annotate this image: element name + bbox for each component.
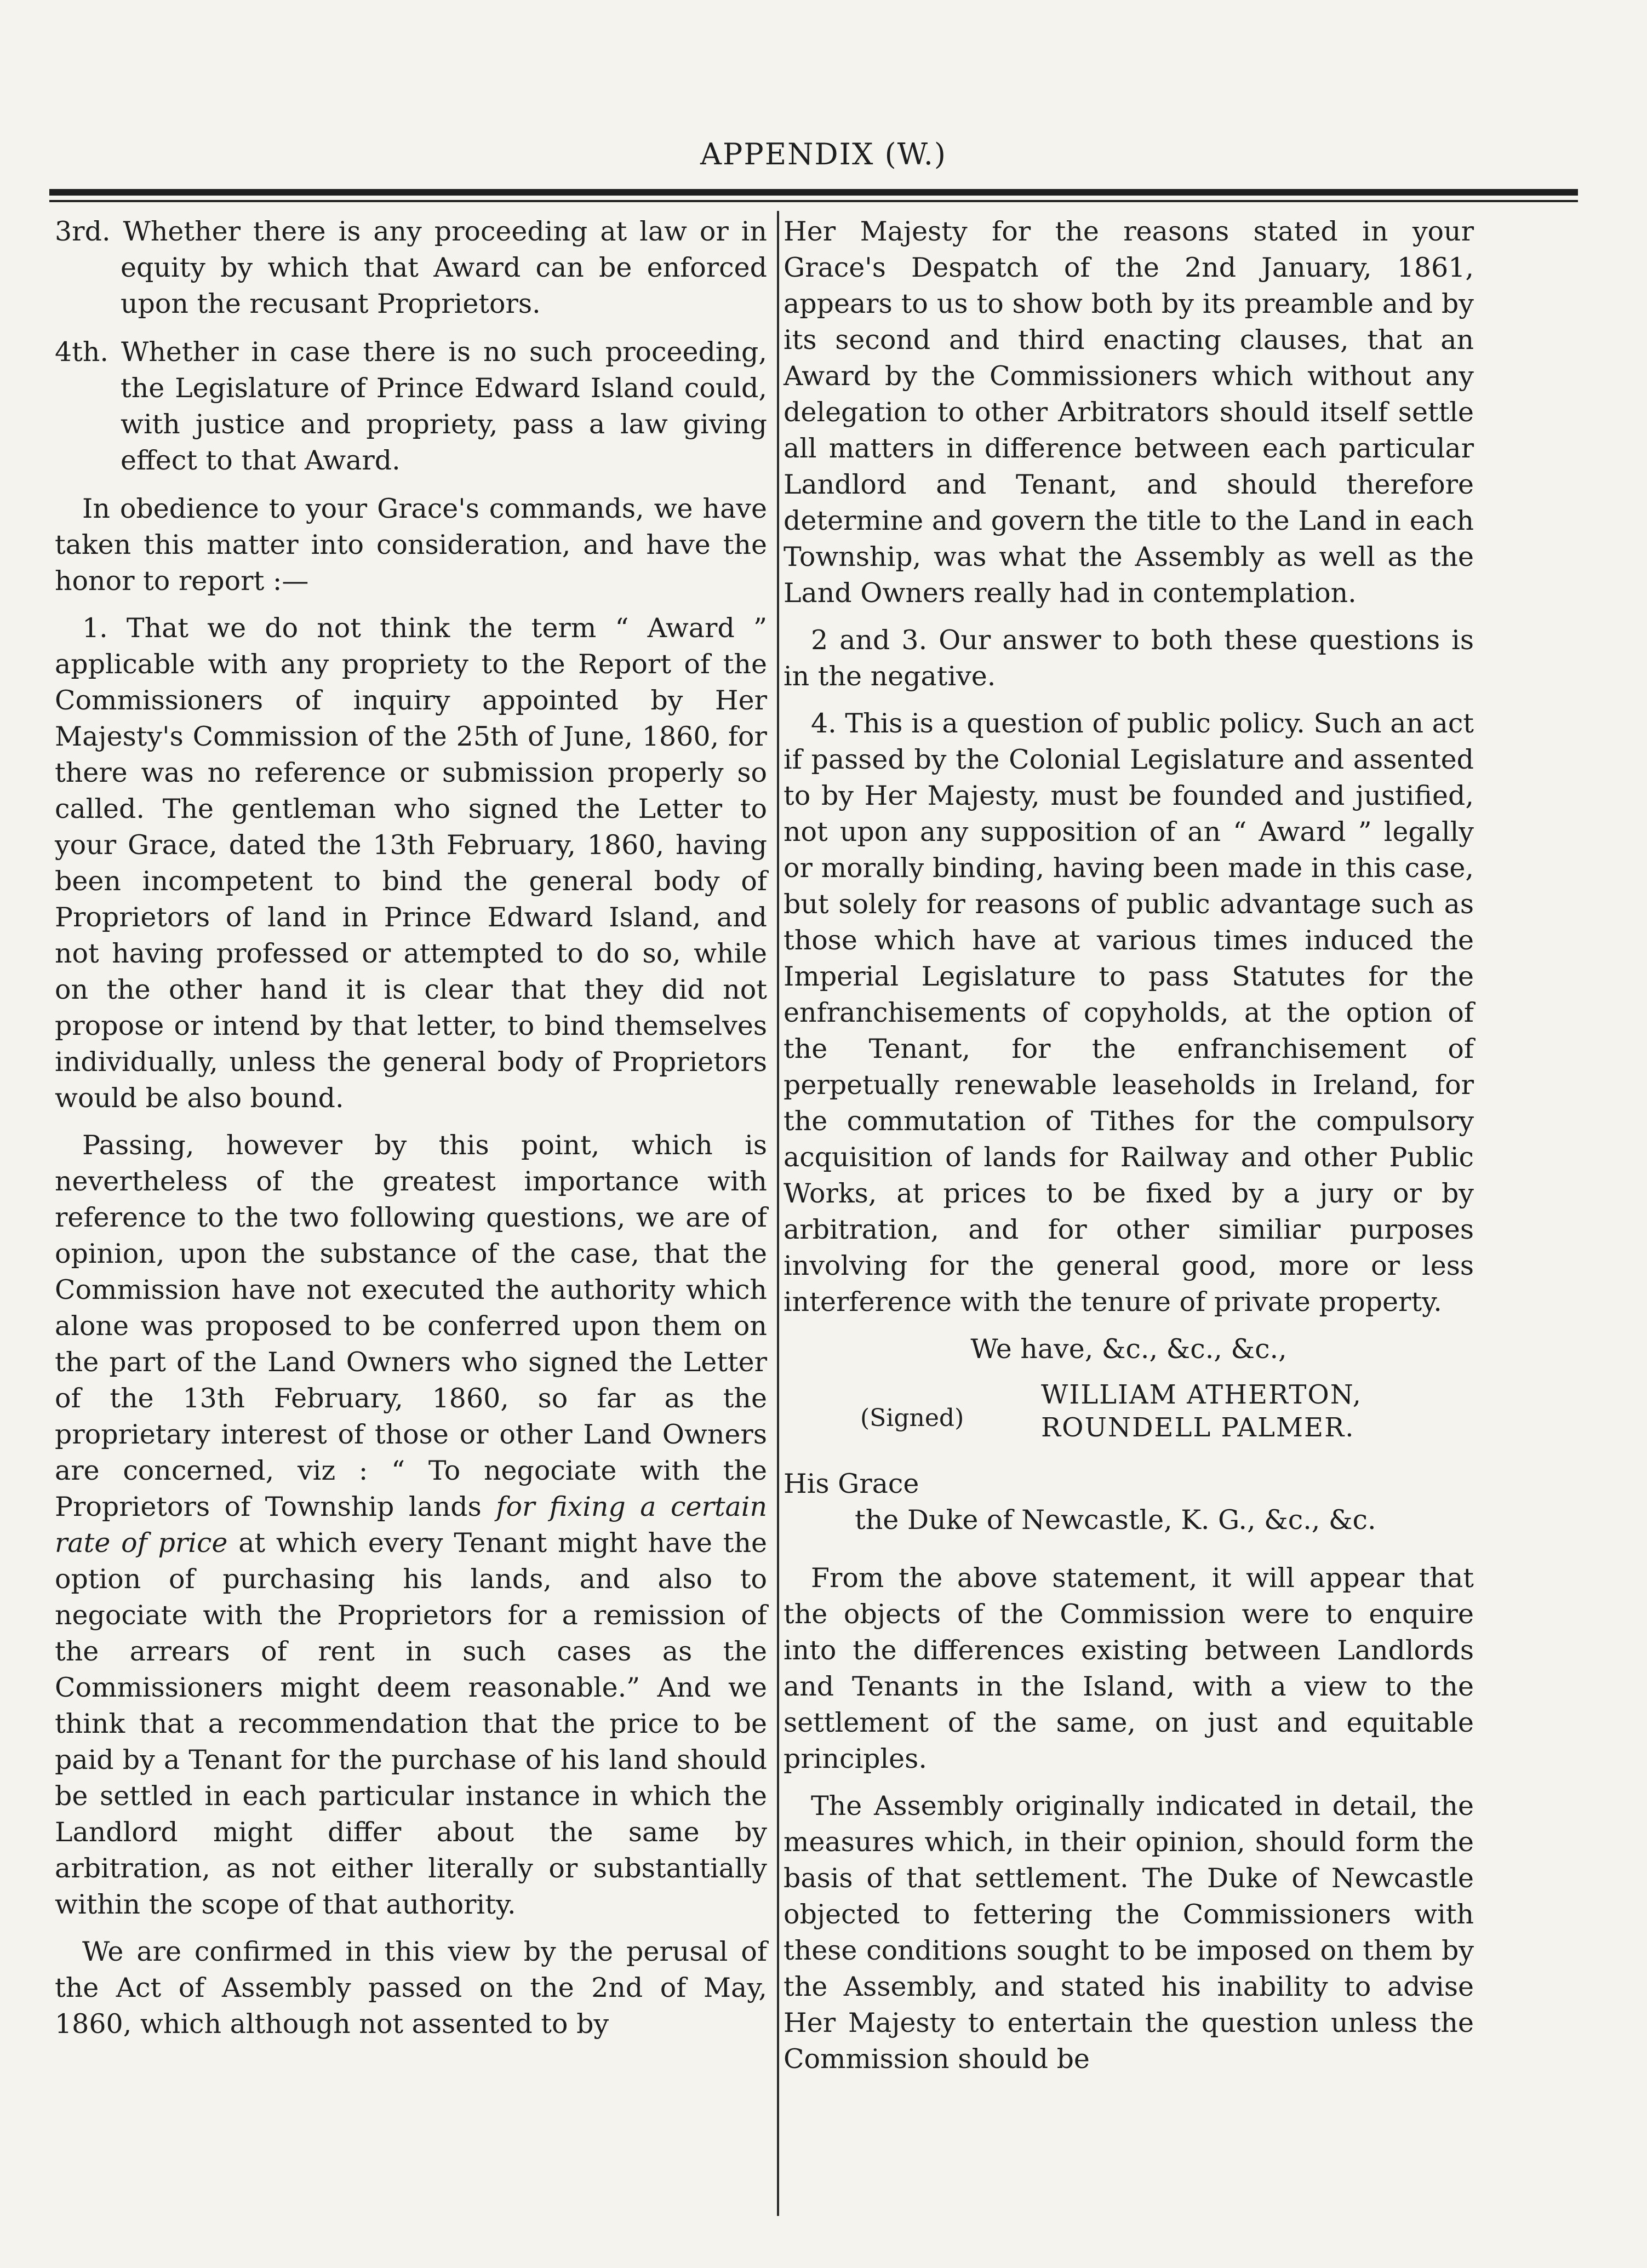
right-column (784, 214, 1474, 2088)
paragraph-confirmed: We are confirmed in this view by the perusal of the Act of Assembly passed on the 2nd of May, 1860, which although not assented to by (55, 1936, 767, 2040)
signer-names (1041, 1378, 1362, 1444)
header-rule-thin (49, 200, 1578, 202)
signer-palmer: ROUNDELL PALMER. (1041, 1412, 1355, 1443)
paragraph-passing (55, 1127, 767, 1923)
paragraph-her-majesty: Her Majesty for the reasons stated in your Grace's Despatch of the 2nd January, 1861, appears to us to show both by its preamble and by its second and third enacting clauses, that an Award by the Commissioners which without any delegation to other Arbitrators should itself settle all matters in difference between each particular Landlord and Tenant, and should therefore determine and govern the title to the Land in each Township, was what the Assembly as well as the Land Owners really had in contemplation. (784, 216, 1474, 609)
signer-atherton: WILLIAM ATHERTON, (1041, 1379, 1362, 1410)
paragraph-obedience: In obedience to your Grace's commands, we have taken this matter into consideration, and have the honor to report :— (55, 493, 767, 597)
addressee (784, 1466, 1474, 1538)
signature-block (784, 1378, 1474, 1455)
question-4: 4th. Whether in case there is no such proceeding, the Legislature of Prince Edward Island could, with justice and propriety, pass a law giving effect to that Award. (55, 336, 767, 476)
column-divider (777, 211, 779, 2216)
left-column (55, 214, 767, 2053)
paragraph-assembly: The Assembly originally indicated in detail, the measures which, in their opinion, should form the basis of that settlement. The Duke of Newcastle objected to fettering the Commissioners with these conditions sought to be imposed on them by the Assembly, and stated his inability to advise Her Majesty to entertain the question unless the Commission should be (784, 1790, 1474, 2075)
paragraph-answer-4: 4. This is a question of public policy. Such an act if passed by the Colonial Legislature and assented to by Her Majesty, must be founded and justified, not upon any supposition of an “ Award ” legally or morally binding, having been made in this case, but solely for reasons of public advantage such as those which have at various times induced the Imperial Legislature to pass Statutes for the enfranchisements of copyholds, at the option of the Tenant, for the enfranchisement of perpetually renewable leaseholds in Ireland, for the commutation of Tithes for the compulsory acquisition of lands for Railway and other Public Works, at prices to be fixed by a jury or by arbitration, and for other similiar purposes involving for the general good, more or less interference with the tenure of private property. (784, 708, 1474, 1318)
paragraph-above-statement: From the above statement, it will appear that the objects of the Commission were to enquire into the differences existing between Landlords and Tenants in the Island, with a view to the settlement of the same, on just and equitable principles. (784, 1562, 1474, 1774)
paragraph-passing-text-a: Passing, however by this point, which is nevertheless of the greatest importance with reference to the two following questions, we are of opinion, upon the substance of the case, that the Commission have not executed the authority which alone was proposed to be conferred upon them on the part of the Land Owners who signed the Letter of the 13th February, 1860, so far as the proprietary interest of those or other Land Owners are concerned, viz : “ To negociate with the Proprietors of Township lands (55, 1130, 767, 1522)
paragraph-passing-text-b: at which every Tenant might have the option of purchasing his lands, and also to negociate with the Proprietors for a remission of the arrears of rent in such cases as the Commissioners might deem reasonable.” And we think that a recommendation that the price to be paid by a Tenant for the purchase of his land should be settled in each particular instance in which the Landlord might differ about the same by arbitration, as not either literally or substantially within the scope of that authority. (55, 1527, 768, 1920)
paragraph-answer-2-3: 2 and 3. Our answer to both these questions is in the negative. (784, 625, 1474, 692)
addressee-line-2: the Duke of Newcastle, K. G., &c., &c. (855, 1504, 1376, 1536)
paragraph-passing-italic: for fixing a certain rate of price (55, 1491, 767, 1559)
addressee-line-1: His Grace (784, 1468, 919, 1499)
header-rule-thick (49, 189, 1578, 196)
page-header-title: APPENDIX (W.) (700, 137, 947, 171)
signed-label: (Signed) (860, 1404, 964, 1432)
paragraph-answer-1: 1. That we do not think the term “ Award ” applicable with any propriety to the Report of the Commissioners of inquiry appointed by Her Majesty's Commission of the 25th of June, 1860, for there was no reference or submission properly so called. The gentleman who signed the Letter to your Grace, dated the 13th February, 1860, having been incompetent to bind the general body of Proprietors of land in Prince Edward Island, and not having professed or attempted to do so, while on the other hand it is clear that they did not propose or intend by that letter, to bind themselves individually, unless the general body of Proprietors would be also bound. (55, 612, 767, 1114)
question-3: 3rd. Whether there is any proceeding at law or in equity by which that Award can be enforced upon the recusant Proprietors. (55, 216, 767, 319)
closing-salutation: We have, &c., &c., &c., (970, 1333, 1287, 1365)
